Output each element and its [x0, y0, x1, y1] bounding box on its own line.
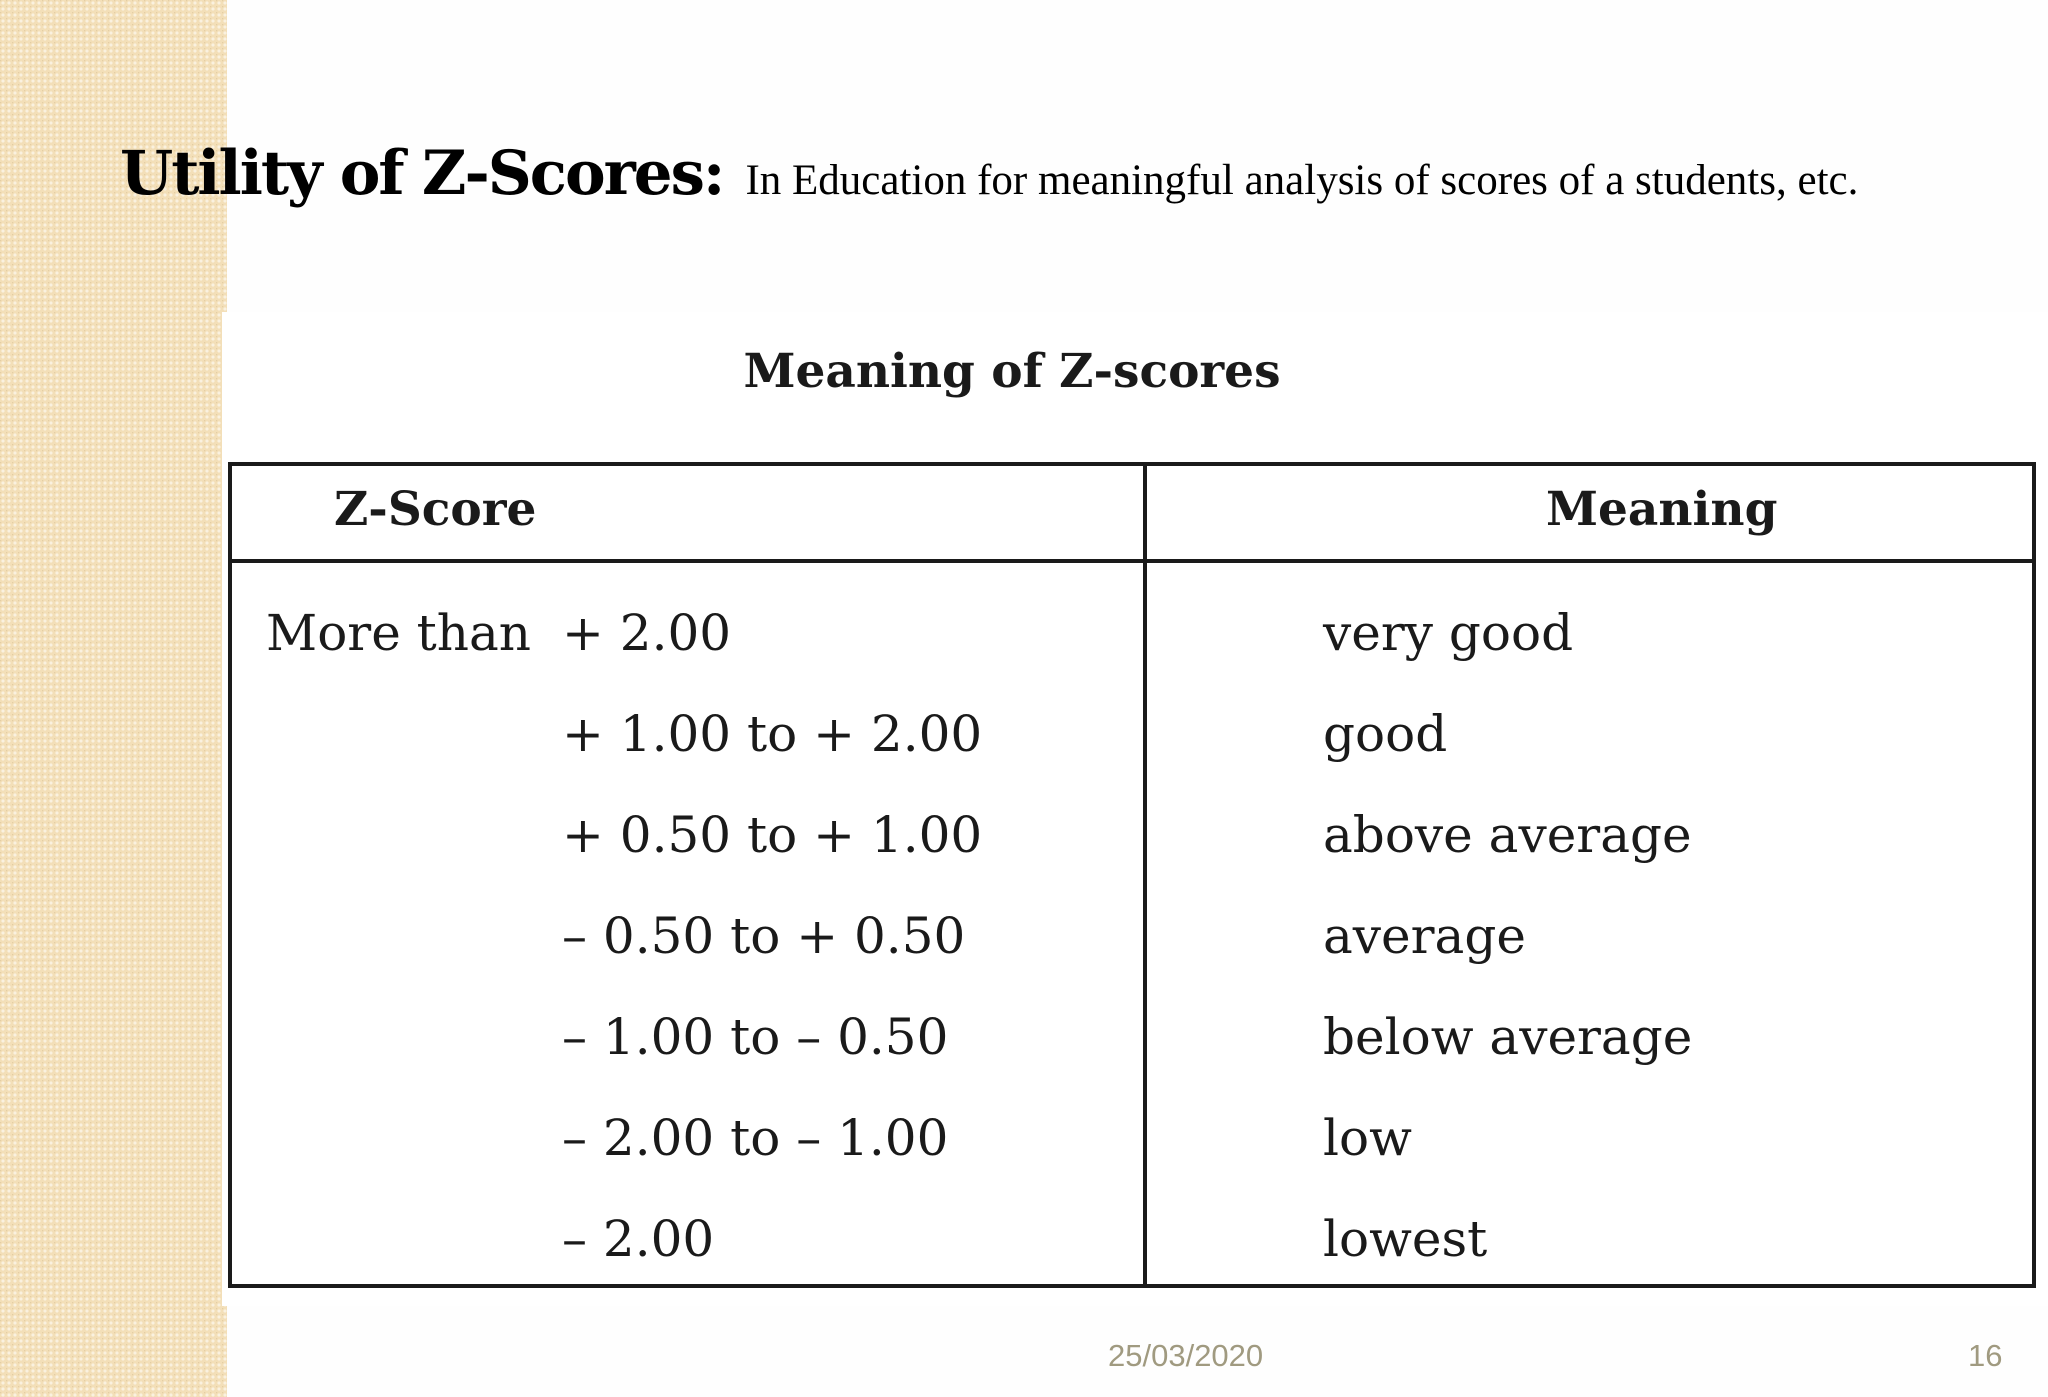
row-meaning: low [1323, 1109, 1412, 1167]
row-meaning: very good [1323, 604, 1574, 662]
slide-subtitle: In Education for meaningful analysis of scores of a students, etc. [745, 157, 1859, 204]
figure-caption: Meaning of Z-scores [743, 344, 1281, 399]
row-range: – 0.50 to + 0.50 [562, 907, 966, 965]
row-prefix: More than [266, 604, 531, 662]
footer-date: 25/03/2020 [1108, 1338, 1264, 1373]
row-range: + 2.00 [562, 604, 732, 662]
column-header-meaning: Meaning [1546, 482, 1778, 537]
column-divider [1143, 466, 1147, 1284]
zscore-table [228, 462, 2036, 1288]
header-rule [232, 559, 2032, 563]
zscore-figure [222, 312, 2048, 1306]
row-meaning: good [1323, 705, 1448, 763]
slide-title-row [120, 138, 1858, 209]
row-meaning: below average [1323, 1008, 1693, 1066]
row-meaning: average [1323, 907, 1526, 965]
row-range: – 2.00 [562, 1210, 715, 1268]
slide-title: Utility of Z-Scores: [120, 138, 724, 209]
decorative-side-strip [0, 0, 227, 1397]
column-header-zscore: Z-Score [334, 482, 537, 537]
row-range: + 1.00 to + 2.00 [562, 705, 983, 763]
footer-page-number: 16 [1968, 1338, 2003, 1373]
row-range: – 2.00 to – 1.00 [562, 1109, 949, 1167]
row-meaning: above average [1323, 806, 1692, 864]
row-range: + 0.50 to + 1.00 [562, 806, 983, 864]
row-range: – 1.00 to – 0.50 [562, 1008, 949, 1066]
row-meaning: lowest [1323, 1210, 1488, 1268]
